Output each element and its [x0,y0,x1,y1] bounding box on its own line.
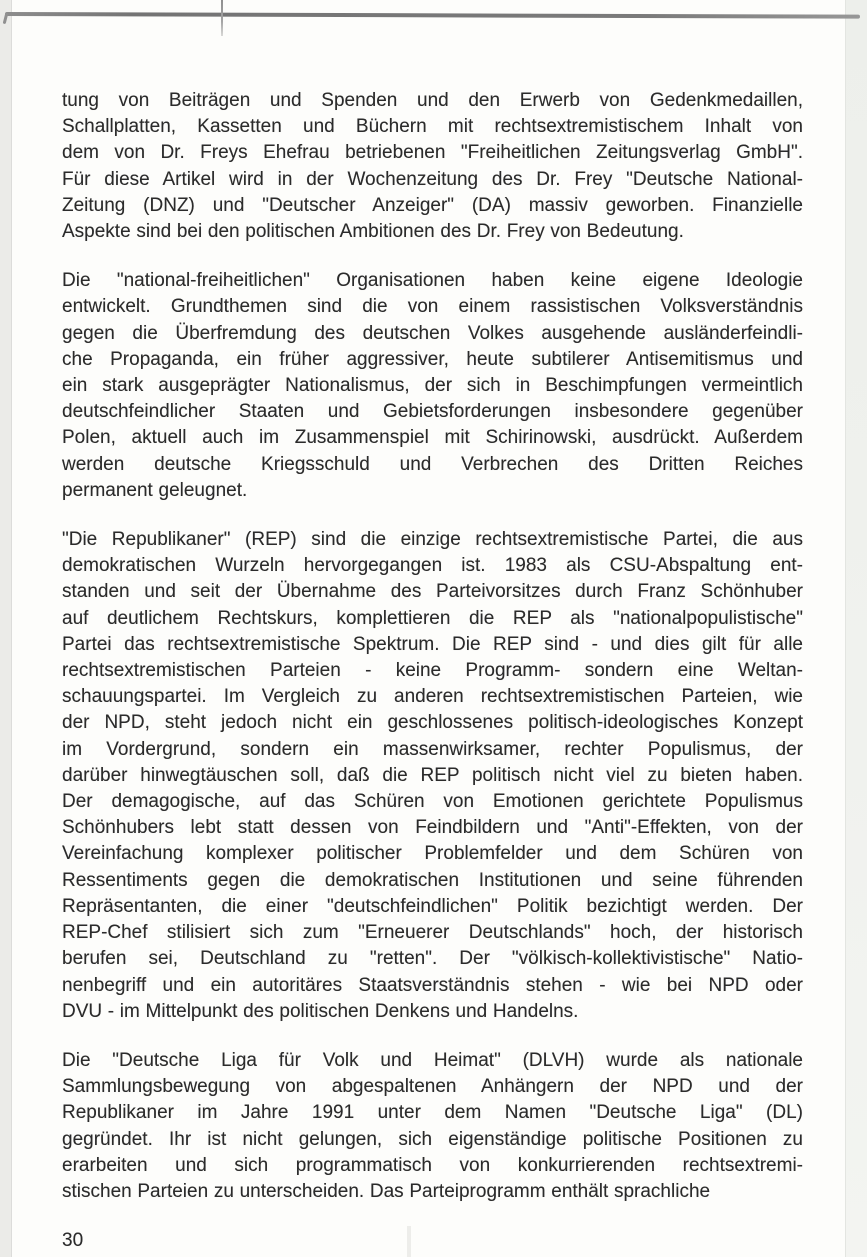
text-line: deutschfeindlicher Staaten und Gebietsforderungen insbesondere gegenüber [62,401,803,423]
scanner-edge-right [845,0,867,1257]
text-line: Polen, aktuell auch im Zusammenspiel mit Schirinowski, ausdrückt. Außerdem [62,427,803,449]
text-line: Der demagogische, auf das Schüren von Emotionen gerichtete Populismus [62,791,803,813]
text-line: che Propaganda, ein früher aggressiver, heute subtilerer Antisemitismus und [62,348,803,370]
text-line: gegründet. Ihr ist nicht gelungen, sich eigenständige politische Positionen zu [62,1128,803,1150]
paragraph [62,527,803,1025]
page-body-text [62,88,803,1254]
text-line: auf deutlichem Rechtskurs, komplettieren die REP als "nationalpopulistische" [62,607,803,629]
text-line: ein stark ausgeprägter Nationalismus, der sich in Beschimpfungen vermeintlich [62,375,803,397]
text-line: demokratischen Wurzeln hervorgegangen ist. 1983 als CSU-Abspaltung ent- [62,555,803,577]
text-line: rechtsextremistischen Parteien - keine Programm- sondern eine Weltan- [62,660,803,682]
text-line: im Vordergrund, sondern ein massenwirksamer, rechter Populismus, der [62,738,803,760]
text-line: Partei das rechtsextremistische Spektrum. Die REP sind - und dies gilt für alle [62,633,803,655]
text-line: werden deutsche Kriegsschuld und Verbrechen des Dritten Reiches [62,453,803,475]
text-line: Vereinfachung komplexer politischer Problemfelder und dem Schüren von [62,843,803,865]
scanner-edge-left [0,0,12,1257]
text-line: Aspekte sind bei den politischen Ambitionen des Dr. Frey von Bedeutung. [62,221,684,243]
text-line: Die "Deutsche Liga für Volk und Heimat" (DLVH) wurde als nationale [62,1049,803,1071]
text-line: Ressentiments gegen die demokratischen Institutionen und seine führenden [62,869,803,891]
text-line: berufen sei, Deutschland zu "retten". Der "völkisch-kollektivistische" Natio- [62,948,803,970]
text-line: schauungspartei. Im Vergleich zu anderen rechtsextremistischen Parteien, wie [62,686,803,708]
text-line: darüber hinwegtäuschen soll, daß die REP politisch nicht viel zu bieten haben. [62,764,803,786]
text-line: standen und seit der Übernahme des Parteivorsitzes durch Franz Schönhuber [62,581,803,603]
scan-artifact-vertical-line [221,0,223,36]
text-line: stischen Parteien zu unterscheiden. Das Parteiprogramm enthält sprachliche [62,1180,711,1202]
text-line: Zeitung (DNZ) und "Deutscher Anzeiger" (DA) massiv geworben. Finanzielle [62,194,803,216]
text-line: Republikaner im Jahre 1991 unter dem Namen "Deutsche Liga" (DL) [62,1102,803,1124]
text-line: Sammlungsbewegung von abgespaltenen Anhängern der NPD und der [62,1076,803,1098]
text-line: tung von Beiträgen und Spenden und den Erwerb von Gedenkmedaillen, [62,90,803,111]
scan-artifact-horizontal-line [5,12,860,19]
page-number: 30 [62,1230,84,1252]
text-line: Schönhubers lebt statt dessen von Feindbildern und "Anti"-Effekten, von der [62,817,803,839]
text-line: Schallplatten, Kassetten und Büchern mit rechtsextremistischem Inhalt von [62,116,803,138]
paragraph [62,268,803,504]
paragraph [62,88,803,245]
text-line: entwickelt. Grundthemen sind die von einem rassistischen Volksverständnis [62,296,803,318]
text-line: DVU - im Mittelpunkt des politischen Denkens und Handelns. [62,1000,579,1022]
text-line: der NPD, steht jedoch nicht ein geschlossenes politisch-ideologisches Konzept [62,712,803,734]
paragraph-container [62,88,803,1205]
text-line: REP-Chef stilisiert sich zum "Erneuerer Deutschlands" hoch, der historisch [62,922,803,944]
text-line: permanent geleugnet. [62,479,248,501]
text-line: Repräsentanten, die einer "deutschfeindlichen" Politik bezichtigt werden. Der [62,895,803,917]
text-line: "Die Republikaner" (REP) sind die einzige rechtsextremistische Partei, die aus [62,529,803,551]
text-line: dem von Dr. Freys Ehefrau betriebenen "Freiheitlichen Zeitungsverlag GmbH". [62,142,803,164]
text-line: Für diese Artikel wird in der Wochenzeitung des Dr. Frey "Deutsche National- [62,168,803,190]
text-line: gegen die Überfremdung des deutschen Volkes ausgehende ausländerfeindli- [62,322,803,344]
text-line: erarbeiten und sich programmatisch von konkurrierenden rechtsextremi- [62,1154,803,1176]
text-line: Die "national-freiheitlichen" Organisationen haben keine eigene Ideologie [62,270,803,292]
text-line: nenbegriff und ein autoritäres Staatsverständnis stehen - wie bei NPD oder [62,974,803,996]
paragraph [62,1048,803,1205]
